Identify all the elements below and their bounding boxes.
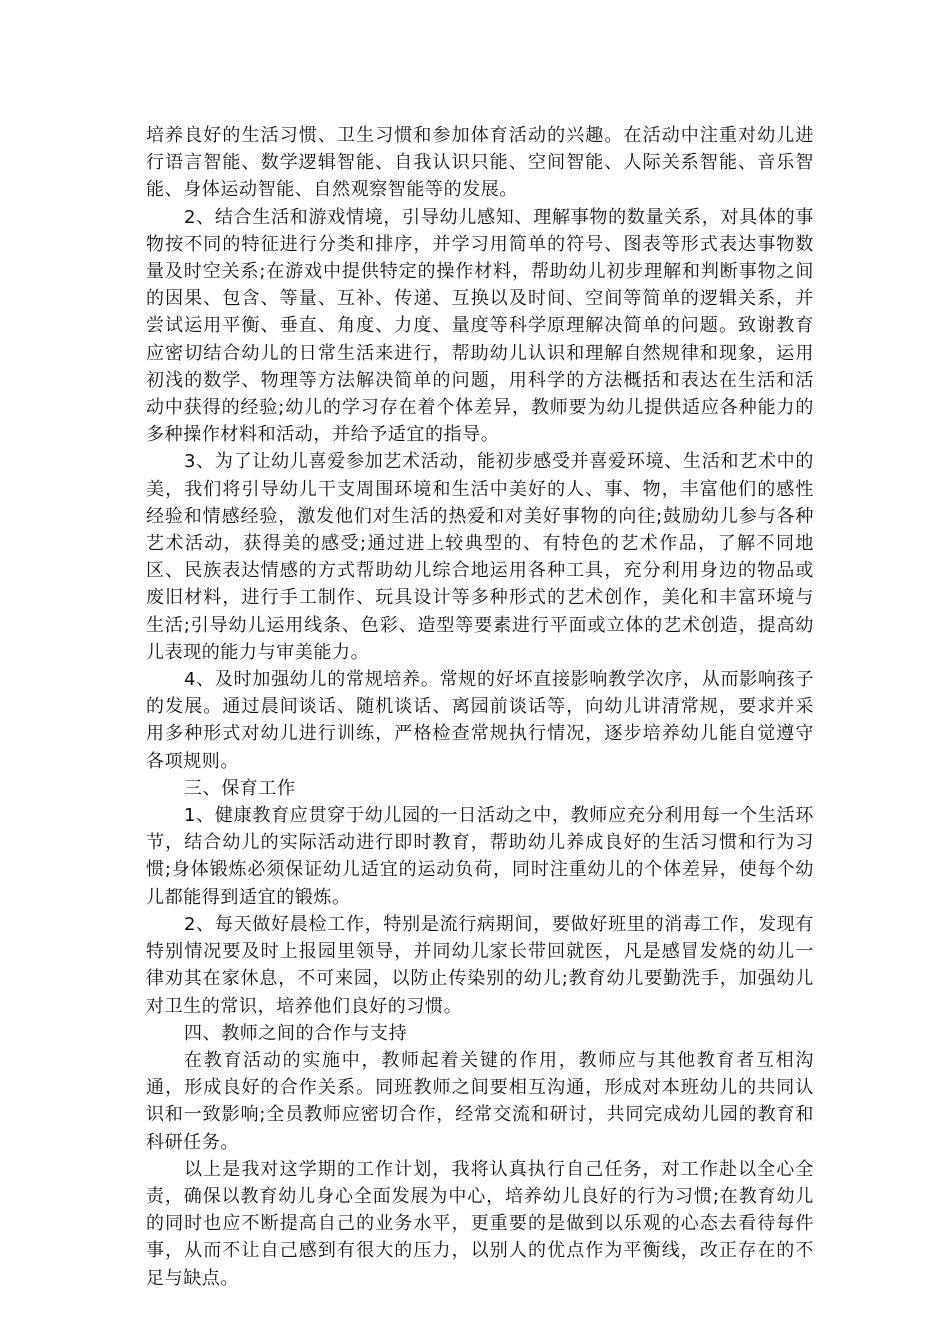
paragraph-cooperation: 在教育活动的实施中，教师起着关键的作用，教师应与其他教育者互相沟通，形成良好的合作关系。同班教师之间要相互沟通，形成对本班幼儿的共同认识和一致影响;全员教师应密切合作，经常交流和研讨，共同完成幼儿园的教育和科研任务。	[146, 1049, 814, 1153]
section-heading-childcare: 三、保育工作	[184, 777, 296, 799]
paragraph-art-activities: 3、为了让幼儿喜爱参加艺术活动，能初步感受并喜爱环境、生活和艺术中的美，我们将引导幼儿干支周围环境和生活中美好的人、事、物，丰富他们的感性经验和情感经验，激发他们对生活的热爱和对美好事物的向往;鼓励幼儿参与各种艺术活动，获得美的感受;通过进上较典型的、有特色的艺术作品，了解不同地区、民族表达情感的方式帮助幼儿综合地运用各种工具，充分利用身边的物品或废旧材料，进行手工制作、玩具设计等多种形式的艺术创作，美化和丰富环境与生活;引导幼儿运用线条、色彩、造型等要素进行平面或立体的艺术创造，提高幼儿表现的能力与审美能力。	[146, 451, 814, 663]
paragraph-morning-check: 2、每天做好晨检工作，特别是流行病期间，要做好班里的消毒工作，发现有特别情况要及时上报园里领导，并同幼儿家长带回就医，凡是感冒发烧的幼儿一律劝其在家休息，不可来园，以防止传染别的幼儿;教育幼儿要勤洗手，加强幼儿对卫生的常识，培养他们良好的习惯。	[146, 913, 814, 1017]
paragraph-health-education: 1、健康教育应贯穿于幼儿园的一日活动之中，教师应充分利用每一个生活环节，结合幼儿的实际活动进行即时教育，帮助幼儿养成良好的生活习惯和行为习惯;身体锻炼必须保证幼儿适宜的运动负荷，同时注重幼儿的个体差异，使每个幼儿都能得到适宜的锻炼。	[146, 805, 814, 908]
document-page	[146, 122, 814, 1292]
paragraph-math-logic: 2、结合生活和游戏情境，引导幼儿感知、理解事物的数量关系，对具体的事物按不同的特征进行分类和排序，并学习用简单的符号、图表等形式表达事物数量及时空关系;在游戏中提供特定的操作材料，帮助幼儿初步理解和判断事物之间的因果、包含、等量、互补、传递、互换以及时间、空间等简单的逻辑关系，并尝试运用平衡、垂直、角度、力度、量度等科学原理解决简单的问题。致谢教育应密切结合幼儿的日常生活来进行，帮助幼儿认识和理解自然规律和现象，运用初浅的数学、物理等方法解决简单的问题，用科学的方法概括和表达在生活和活动中获得的经验;幼儿的学习存在着个体差异，教师要为幼儿提供适应各种能力的多种操作材料和活动，并给予适宜的指导。	[146, 206, 814, 446]
section-heading-teacher-cooperation: 四、教师之间的合作与支持	[184, 1022, 408, 1044]
paragraph-routine-training: 4、及时加强幼儿的常规培养。常规的好坏直接影响教学次序，从而影响孩子的发展。通过晨间谈话、随机谈话、离园前谈话等，向幼儿讲清常规，要求并采用多种形式对幼儿进行训练，严格检查常规执行情况，逐步培养幼儿能自觉遵守各项规则。	[146, 669, 814, 772]
paragraph-conclusion: 以上是我对这学期的工作计划，我将认真执行自己任务，对工作赴以全心全责，确保以教育幼儿身心全面发展为中心，培养幼儿良好的行为习惯;在教育幼儿的同时也应不断提高自己的业务水平，更重要的是做到以乐观的心态去看待每件事，从而不让自己感到有很大的压力，以别人的优点作为平衡线，改正存在的不足与缺点。	[146, 1158, 814, 1289]
paragraph-continuation: 培养良好的生活习惯、卫生习惯和参加体育活动的兴趣。在活动中注重对幼儿进行语言智能、数学逻辑智能、自我认识只能、空间智能、人际关系智能、音乐智能、身体运动智能、自然观察智能等的发展。	[146, 125, 814, 201]
